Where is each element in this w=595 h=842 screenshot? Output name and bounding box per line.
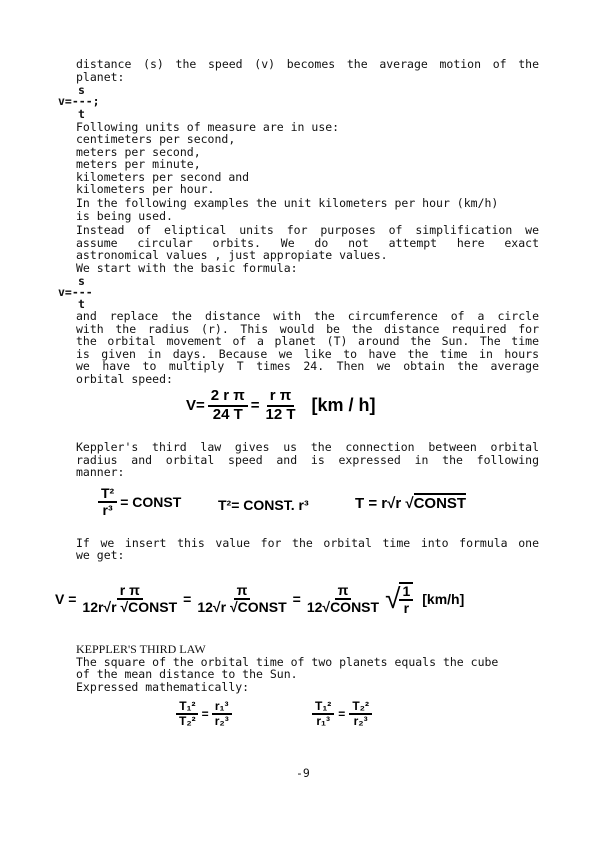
kepler-eq-3 — [355, 495, 466, 512]
formula1-numerator: s — [78, 83, 85, 97]
law-line-3: Expressed mathematically: — [76, 680, 250, 694]
speed-eq-fraction-2 — [263, 388, 299, 423]
combined-eq-f2-den-a: 12√r — [197, 599, 227, 616]
insert-line-2: we get: — [76, 548, 125, 562]
page-number: -9 — [296, 766, 310, 780]
law-heading: KEPPLER'S THIRD LAW — [76, 642, 206, 656]
unit-2: meters per second, — [76, 145, 201, 159]
combined-eq-equals-1: = — [183, 591, 192, 608]
replace-line-2: with the radius (r). This would be the distance required for — [76, 322, 539, 336]
combined-eq-f1-den — [79, 600, 180, 615]
speed-eq-equals: = — [250, 397, 260, 414]
kepler-eq3-lhs: T = r√r — [355, 495, 402, 512]
intro-line-2: planet: — [76, 70, 125, 84]
example-line-2: is being used. — [76, 209, 173, 223]
law-line-2: of the mean distance to the Sun. — [76, 667, 298, 681]
combined-eq-f2-num: π — [234, 583, 251, 600]
ratio-eq-d — [349, 700, 372, 728]
speed-eq-frac2-den: 12 T — [265, 405, 296, 423]
ratio-eq-right — [312, 700, 372, 728]
ratio-eq-c-den: r₁³ — [316, 714, 330, 729]
kepler-eq1-fraction — [98, 486, 117, 519]
ratio-eq-c-num: T₁² — [312, 700, 334, 715]
elliptical-line-1: Instead of eliptical units for purposes of simplification we — [76, 223, 539, 237]
intro-line-1: distance (s) the speed (v) becomes the average motion of the — [76, 57, 539, 71]
kepler-eq3-radicand: CONST — [413, 495, 467, 512]
kepler-eq1-num: T² — [98, 486, 117, 503]
combined-eq-fraction-3 — [304, 583, 382, 616]
speed-eq-unit: [km / h] — [311, 395, 376, 415]
combined-eq-f3-den: 12√CONST — [306, 599, 380, 616]
combined-eq-sqrt-fraction — [399, 582, 413, 617]
combined-equation — [55, 582, 464, 617]
unit-5: kilometers per hour. — [76, 182, 215, 196]
start-line: We start with the basic formula: — [76, 261, 298, 275]
speed-eq-frac2-num: r π — [267, 388, 295, 407]
ratio-eq-left-equals: = — [201, 707, 209, 722]
kepler-eq-2: T²= CONST. r³ — [218, 497, 309, 513]
ratio-eq-a-den: T₂² — [179, 714, 196, 729]
combined-eq-fraction-2 — [194, 583, 289, 616]
ratio-eq-c — [312, 700, 334, 728]
kepler-eq3-radical: √CONST — [405, 495, 467, 512]
keppler-line-2: radius and orbital speed and is expressed in the following — [76, 453, 539, 467]
ratio-eq-d-num: T₂² — [349, 700, 372, 715]
law-line-1: The square of the orbital time of two planets equals the cube — [76, 655, 499, 669]
combined-eq-unit: [km/h] — [422, 591, 465, 608]
elliptical-line-2: assume circular orbits. We do not attempt here exact — [76, 236, 539, 250]
speed-eq-frac1-den: 24 T — [212, 405, 243, 423]
kepler-eq1-rhs: = CONST — [120, 494, 182, 511]
kepler-eq1-den: r³ — [102, 502, 113, 519]
combined-eq-f3-num: π — [335, 583, 352, 600]
ratio-eq-d-den: r₂³ — [353, 714, 368, 729]
formula2-lhs: v=--- — [58, 285, 93, 299]
replace-line-4: is given in days. Because we like to have the time in hours — [76, 347, 539, 361]
keppler-line-3: manner: — [76, 465, 125, 479]
ratio-eq-b — [212, 700, 232, 728]
elliptical-line-3: astronomical values , just appropiate values. — [76, 248, 388, 262]
combined-eq-sqrt: √ — [385, 583, 401, 615]
speed-eq-lhs: V= — [186, 397, 205, 414]
replace-line-5: we have to multiply T times 24. Then we obtain the average — [76, 359, 539, 373]
combined-eq-fraction-1 — [79, 583, 180, 616]
combined-eq-sqrt-num: 1 — [399, 584, 413, 601]
unit-3: meters per minute, — [76, 157, 201, 171]
replace-line-3: the orbital movement of a planet (T) around the Sun. The time — [76, 334, 539, 348]
speed-eq-fraction-1 — [208, 388, 248, 423]
ratio-eq-b-den: r₂³ — [214, 714, 229, 729]
ratio-eq-a-num: T₁² — [176, 700, 198, 715]
combined-eq-f2-den-b: √CONST — [229, 599, 287, 616]
ratio-eq-right-equals: = — [338, 707, 346, 722]
combined-eq-lhs: V = — [55, 591, 77, 608]
replace-line-6: orbital speed: — [76, 372, 173, 386]
units-intro: Following units of measure are in use: — [76, 120, 340, 134]
ratio-eq-left — [176, 700, 232, 728]
keppler-line-1: Keppler's third law gives us the connection between orbital — [76, 440, 539, 454]
ratio-eq-b-num: r₁³ — [212, 700, 232, 715]
formula1-lhs: v=---; — [58, 94, 100, 108]
insert-line-1: If we insert this value for the orbital time into formula one — [76, 536, 539, 550]
formula2-numerator: s — [78, 274, 85, 288]
formula2-denominator: t — [78, 297, 85, 311]
replace-line-1: and replace the distance with the circumference of a circle — [76, 309, 539, 323]
combined-eq-f1-num: r π — [117, 583, 143, 600]
combined-eq-sqrt-den: r — [403, 600, 410, 617]
kepler-eq-1 — [98, 486, 181, 519]
combined-eq-f1-den-b: √CONST — [120, 599, 178, 616]
speed-equation — [186, 388, 376, 423]
combined-eq-f1-den-a: 12r√r — [82, 599, 117, 616]
unit-4: kilometers per second and — [76, 170, 250, 184]
combined-eq-equals-2: = — [292, 591, 301, 608]
formula1-denominator: t — [78, 107, 85, 121]
ratio-eq-a — [176, 700, 199, 728]
unit-1: centimeters per second, — [76, 132, 236, 146]
speed-eq-frac1-num: 2 r π — [208, 388, 248, 407]
example-line-1: In the following examples the unit kilometers per hour (km/h) — [76, 196, 499, 210]
combined-eq-f2-den — [194, 600, 289, 615]
